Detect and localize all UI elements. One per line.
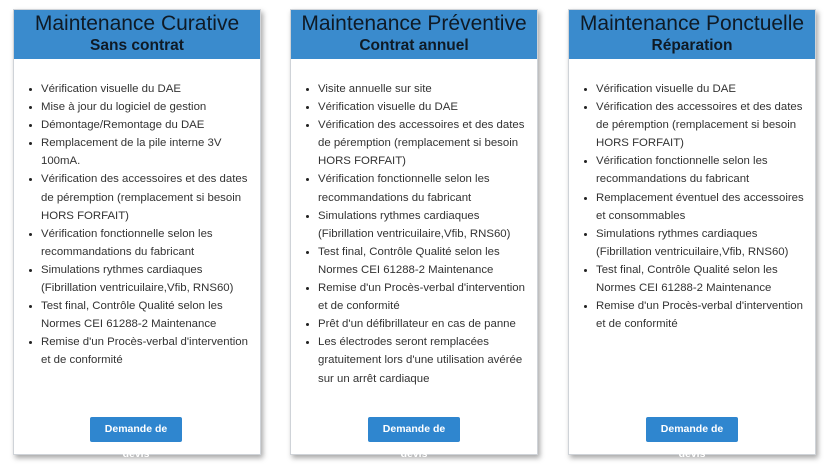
quote-request-button[interactable]: Demande de devis bbox=[646, 417, 738, 442]
feature-item: • Remise d'un Procès-verbal d'intervention et de conformité bbox=[318, 279, 527, 315]
feature-item: • Mise à jour du logiciel de gestion bbox=[41, 98, 250, 116]
pricing-card-preventive bbox=[290, 9, 538, 460]
card-subtitle: Sans contrat bbox=[90, 37, 184, 54]
feature-item: • Vérification des accessoires et des dates de péremption (remplacement si besoin HORS FORFAIT) bbox=[41, 170, 250, 224]
feature-item: • Vérification fonctionnelle selon les recommandations du fabricant bbox=[41, 225, 250, 261]
card-header bbox=[569, 10, 815, 59]
feature-item: • Vérification visuelle du DAE bbox=[596, 80, 805, 98]
feature-list bbox=[291, 80, 527, 388]
feature-item: • Vérification des accessoires et des dates de péremption (remplacement si besoin HORS FORFAIT) bbox=[318, 116, 527, 170]
card-title: Maintenance Curative bbox=[34, 12, 240, 35]
feature-list bbox=[569, 80, 805, 333]
card-subtitle: Réparation bbox=[651, 37, 733, 54]
feature-item: • Vérification des accessoires et des dates de péremption (remplacement si besoin HORS FORFAIT) bbox=[596, 98, 805, 152]
feature-item: • Vérification visuelle du DAE bbox=[41, 80, 250, 98]
card-title: Maintenance Ponctuelle bbox=[579, 12, 805, 35]
feature-item: • Vérification visuelle du DAE bbox=[318, 98, 527, 116]
feature-item: • Simulations rythmes cardiaques (Fibrillation ventricuilaire,Vfib, RNS60) bbox=[318, 207, 527, 243]
feature-list bbox=[14, 80, 250, 370]
feature-item: • Les électrodes seront remplacées gratuitement lors d'une utilisation avérée sur un arrêt cardiaque bbox=[318, 333, 527, 387]
feature-item: • Test final, Contrôle Qualité selon les Normes CEI 61288-2 Maintenance bbox=[596, 261, 805, 297]
card-header bbox=[14, 10, 260, 59]
feature-item: • Remise d'un Procès-verbal d'intervention et de conformité bbox=[41, 333, 250, 369]
feature-item: • Vérification fonctionnelle selon les recommandations du fabricant bbox=[318, 170, 527, 206]
quote-request-button[interactable]: Demande de devis bbox=[368, 417, 460, 442]
card-title: Maintenance Préventive bbox=[301, 12, 527, 35]
feature-item: • Simulations rythmes cardiaques (Fibrillation ventricuilaire,Vfib, RNS60) bbox=[596, 225, 805, 261]
feature-item: • Vérification fonctionnelle selon les recommandations du fabricant bbox=[596, 152, 805, 188]
card-subtitle: Contrat annuel bbox=[359, 37, 469, 54]
feature-item: • Simulations rythmes cardiaques (Fibrillation ventricuilaire,Vfib, RNS60) bbox=[41, 261, 250, 297]
feature-item: • Test final, Contrôle Qualité selon les Normes CEI 61288-2 Maintenance bbox=[318, 243, 527, 279]
feature-item: • Remplacement de la pile interne 3V 100mA. bbox=[41, 134, 250, 170]
feature-item: • Remplacement éventuel des accessoires et consommables bbox=[596, 189, 805, 225]
pricing-card-ponctuelle bbox=[568, 9, 816, 460]
feature-item: • Démontage/Remontage du DAE bbox=[41, 116, 250, 134]
pricing-card-curative bbox=[13, 9, 261, 460]
feature-item: • Visite annuelle sur site bbox=[318, 80, 527, 98]
feature-item: • Prêt d'un défibrillateur en cas de panne bbox=[318, 315, 527, 333]
card-header bbox=[291, 10, 537, 59]
quote-request-button[interactable]: Demande de devis bbox=[90, 417, 182, 442]
feature-item: • Remise d'un Procès-verbal d'intervention et de conformité bbox=[596, 297, 805, 333]
feature-item: • Test final, Contrôle Qualité selon les Normes CEI 61288-2 Maintenance bbox=[41, 297, 250, 333]
